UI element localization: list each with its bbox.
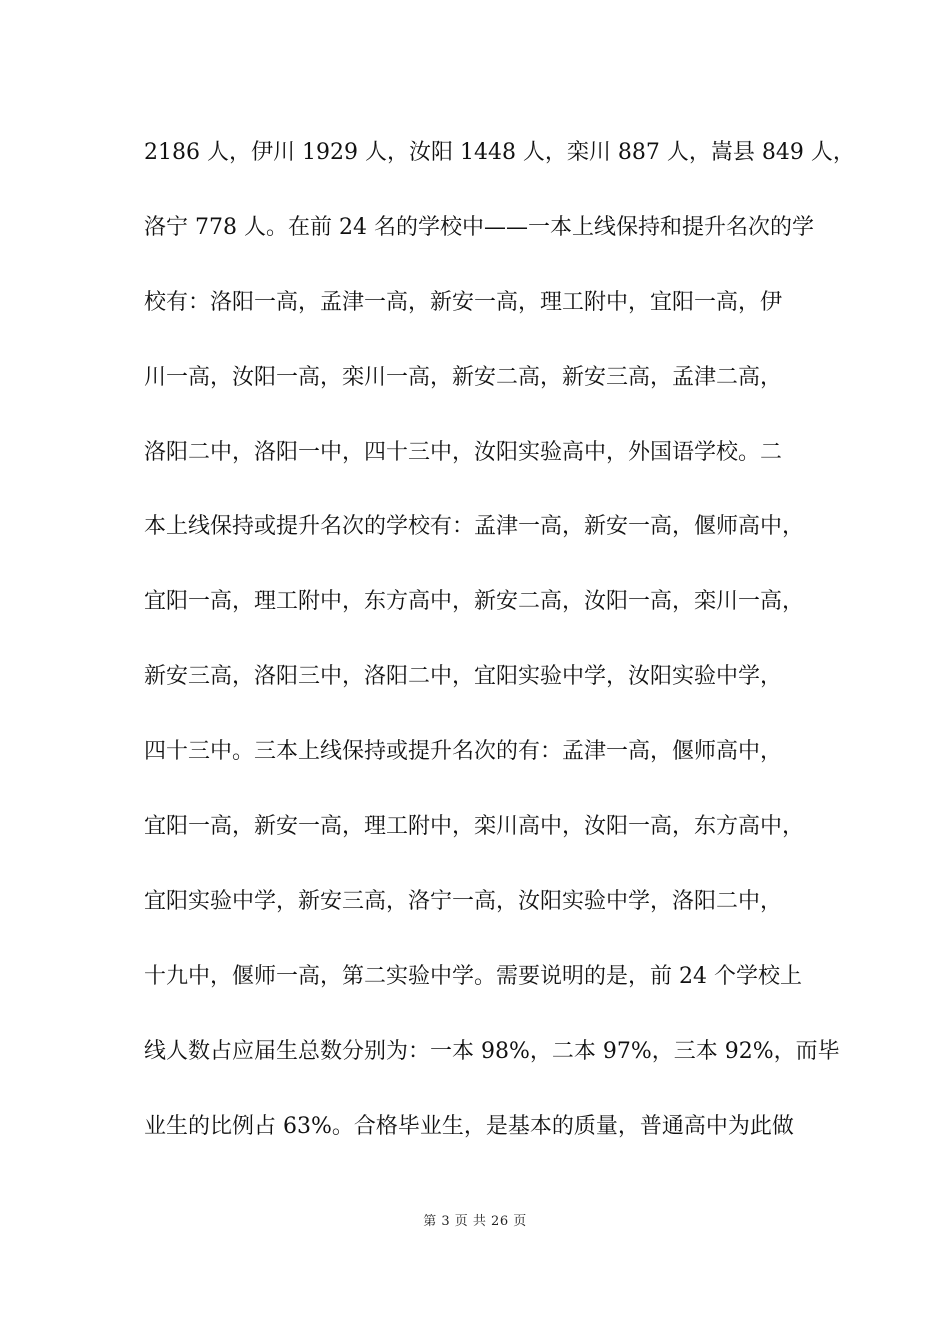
text-line: 宜阳实验中学，新安三高，洛宁一高，汝阳实验中学，洛阳二中，	[144, 888, 783, 914]
text-line: 本上线保持或提升名次的学校有：孟津一高，新安一高，偃师高中，	[144, 514, 805, 540]
text-line: 新安三高，洛阳三中，洛阳二中，宜阳实验中学，汝阳实验中学，	[144, 664, 783, 690]
text-line: 线人数占应届生总数分别为：一本 98%，二本 97%，三本 92%，而毕	[144, 1038, 840, 1064]
text-line: 四十三中。三本上线保持或提升名次的有：孟津一高，偃师高中，	[144, 739, 783, 765]
page-number-footer: 第 3 页 共 26 页	[423, 1214, 527, 1229]
text-line: 洛阳二中，洛阳一中，四十三中，汝阳实验高中，外国语学校。二	[144, 439, 783, 465]
text-line: 十九中，偃师一高，第二实验中学。需要说明的是，前 24 个学校上	[144, 963, 802, 989]
body-text	[144, 131, 855, 1179]
text-line: 2186 人，伊川 1929 人，汝阳 1448 人，栾川 887 人，嵩县 849 人，	[144, 140, 855, 165]
text-line: 校有：洛阳一高，孟津一高，新安一高，理工附中，宜阳一高，伊	[144, 289, 783, 315]
text-line: 业生的比例占 63%。合格毕业生，是基本的质量，普通高中为此做	[144, 1113, 794, 1139]
text-line: 川一高，汝阳一高，栾川一高，新安二高，新安三高，孟津二高，	[144, 364, 783, 390]
text-line: 宜阳一高，理工附中，东方高中，新安二高，汝阳一高，栾川一高，	[144, 589, 805, 615]
text-line: 洛宁 778 人。在前 24 名的学校中——一本上线保持和提升名次的学	[144, 214, 814, 240]
text-line: 宜阳一高，新安一高，理工附中，栾川高中，汝阳一高，东方高中，	[144, 814, 805, 840]
